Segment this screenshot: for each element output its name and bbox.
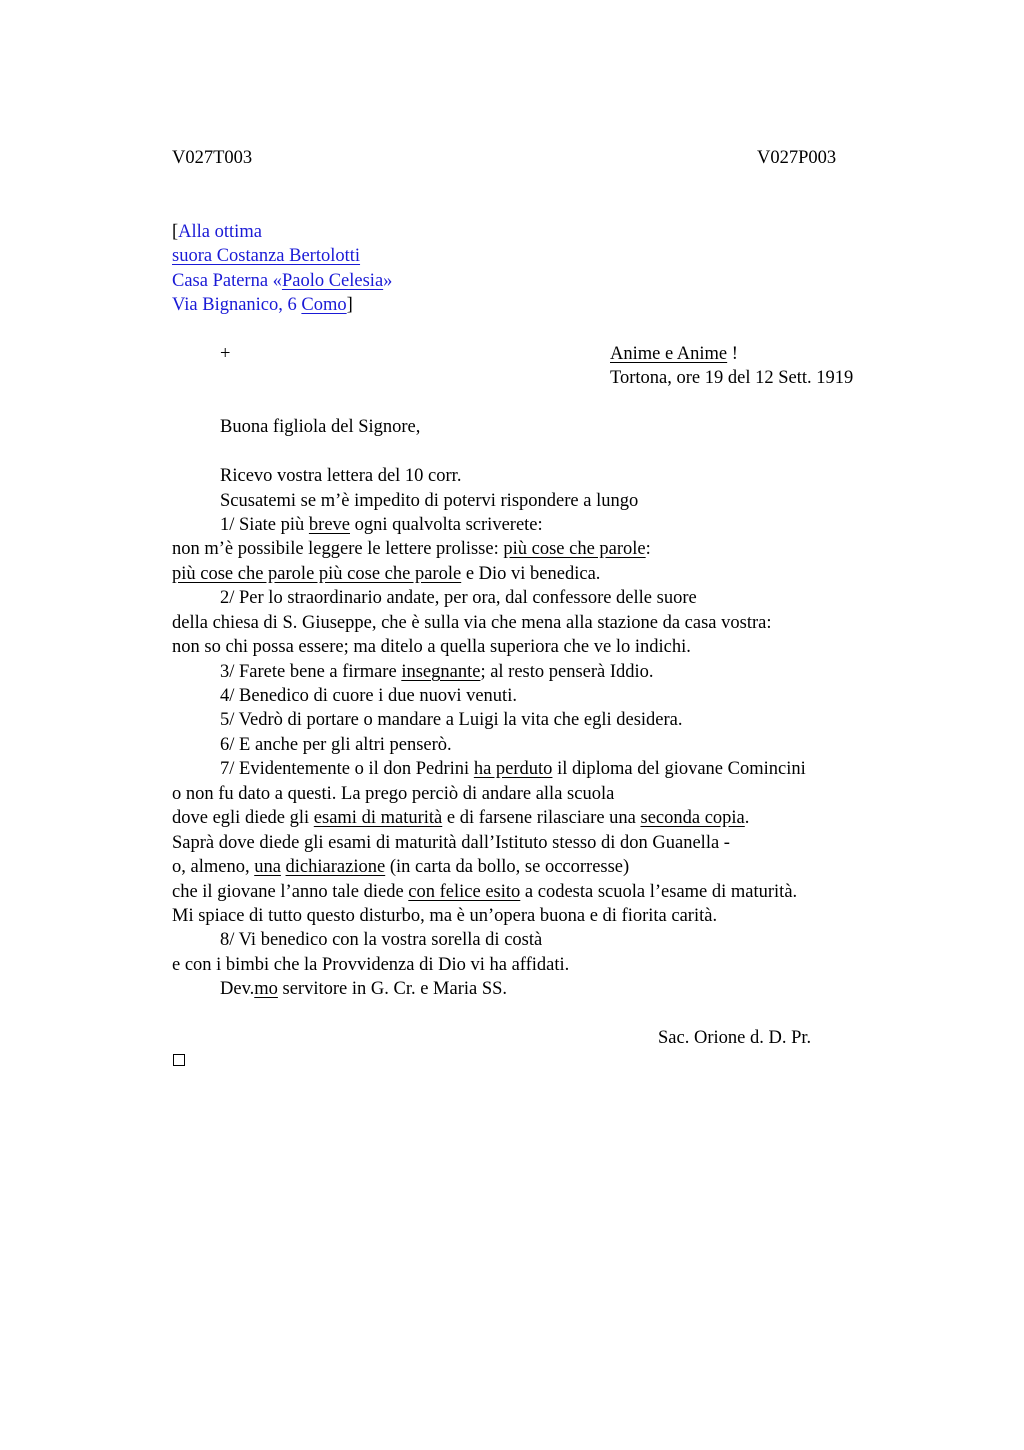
body-underlined: con felice esito bbox=[408, 882, 521, 902]
body-line: della chiesa di S. Giuseppe, che è sulla via che mena alla stazione da casa vostra: bbox=[172, 613, 772, 633]
place-date: Tortona, ore 19 del 12 Sett. 1919 bbox=[610, 368, 854, 388]
body-line bbox=[172, 806, 749, 830]
address-open-bracket: [ bbox=[172, 222, 179, 242]
address-house-prefix: Casa Paterna « bbox=[172, 271, 282, 291]
body-text: (in carta da bollo, se occorresse) bbox=[385, 857, 630, 877]
body-line: e con i bimbi che la Provvidenza di Dio vi ha affidati. bbox=[172, 955, 570, 975]
body-line bbox=[172, 855, 629, 879]
body-line: non so chi possa essere; ma ditelo a quella superiora che ve lo indichi. bbox=[172, 637, 691, 657]
body-text: ; al resto penserà Iddio. bbox=[480, 662, 654, 682]
body-underlined: insegnante bbox=[401, 662, 481, 682]
end-square-icon bbox=[173, 1054, 185, 1066]
body-text: 1/ Siate più bbox=[220, 515, 309, 535]
body-text: o, almeno, bbox=[172, 857, 255, 877]
body-underlined: breve bbox=[308, 515, 350, 535]
body-underlined: più cose che parole più cose che parole bbox=[172, 564, 462, 584]
body-line bbox=[172, 562, 600, 586]
body-text: il diploma del giovane Comincini bbox=[552, 759, 806, 779]
motto-exclamation: ! bbox=[727, 344, 738, 364]
address-line-2 bbox=[172, 244, 360, 268]
body-line: Mi spiace di tutto questo disturbo, ma è un’opera buona e di fiorita carità. bbox=[172, 906, 718, 926]
body-underlined: ha perduto bbox=[473, 759, 553, 779]
body-underlined: una bbox=[254, 857, 281, 877]
body-text: . bbox=[744, 808, 750, 828]
body-line: Saprà dove diede gli esami di maturità dall’Istituto stesso di don Guanella - bbox=[172, 833, 730, 853]
body-line bbox=[220, 660, 654, 684]
address-close-bracket: ] bbox=[346, 295, 353, 315]
signature: Sac. Orione d. D. Pr. bbox=[658, 1028, 812, 1048]
address-line-4 bbox=[172, 293, 353, 317]
body-text: e Dio vi benedica. bbox=[461, 564, 601, 584]
body-line: o non fu dato a questi. La prego perciò di andare alla scuola bbox=[172, 784, 615, 804]
body-underlined: mo bbox=[254, 979, 278, 999]
body-text: dove egli diede gli bbox=[172, 808, 314, 828]
body-text: e di farsene rilasciare una bbox=[442, 808, 641, 828]
address-line-1 bbox=[172, 220, 262, 244]
body-text: : bbox=[645, 539, 651, 559]
body-text: non m’è possibile leggere le lettere prolisse: bbox=[172, 539, 504, 559]
body-line: 2/ Per lo straordinario andate, per ora, dal confessore delle suore bbox=[220, 588, 697, 608]
body-text: 3/ Farete bene a firmare bbox=[220, 662, 402, 682]
body-line bbox=[220, 757, 806, 781]
body-line bbox=[172, 880, 797, 904]
body-line: 5/ Vedrò di portare o mandare a Luigi la vita che egli desidera. bbox=[220, 710, 683, 730]
body-line: Scusatemi se m’è impedito di potervi rispondere a lungo bbox=[220, 491, 639, 511]
address-recipient-title: Alla ottima bbox=[178, 222, 262, 242]
address-street: Via Bignanico, 6 bbox=[172, 295, 302, 315]
address-house-name: Paolo Celesia bbox=[281, 271, 384, 291]
address-city: Como bbox=[301, 295, 347, 315]
salutation: Buona figliola del Signore, bbox=[220, 417, 421, 437]
body-line: Ricevo vostra lettera del 10 corr. bbox=[220, 466, 462, 486]
body-underlined: seconda copia bbox=[640, 808, 745, 828]
body-text: Dev. bbox=[220, 979, 255, 999]
body-line: 6/ E anche per gli altri penserò. bbox=[220, 735, 452, 755]
body-text: servitore in G. Cr. e Maria SS. bbox=[277, 979, 508, 999]
body-text: ogni qualvolta scriverete: bbox=[350, 515, 543, 535]
body-line bbox=[172, 537, 651, 561]
body-underlined: più cose che parole bbox=[503, 539, 646, 559]
motto bbox=[610, 342, 738, 366]
body-text: a codesta scuola l’esame di maturità. bbox=[520, 882, 798, 902]
motto-text: Anime e Anime bbox=[610, 344, 728, 364]
body-line bbox=[220, 513, 543, 537]
body-line: 4/ Benedico di cuore i due nuovi venuti. bbox=[220, 686, 517, 706]
body-underlined: esami di maturità bbox=[313, 808, 443, 828]
closing-line bbox=[220, 977, 507, 1001]
address-recipient-name: suora Costanza Bertolotti bbox=[172, 246, 361, 266]
document-code-left: V027T003 bbox=[172, 148, 253, 168]
cross-symbol: + bbox=[220, 344, 231, 364]
body-text: che il giovane l’anno tale diede bbox=[172, 882, 409, 902]
address-house-suffix: » bbox=[383, 271, 393, 291]
body-text: 7/ Evidentemente o il don Pedrini bbox=[220, 759, 474, 779]
body-underlined: dichiarazione bbox=[285, 857, 386, 877]
body-line: 8/ Vi benedico con la vostra sorella di costà bbox=[220, 930, 543, 950]
address-line-3 bbox=[172, 269, 392, 293]
document-code-right: V027P003 bbox=[757, 148, 837, 168]
